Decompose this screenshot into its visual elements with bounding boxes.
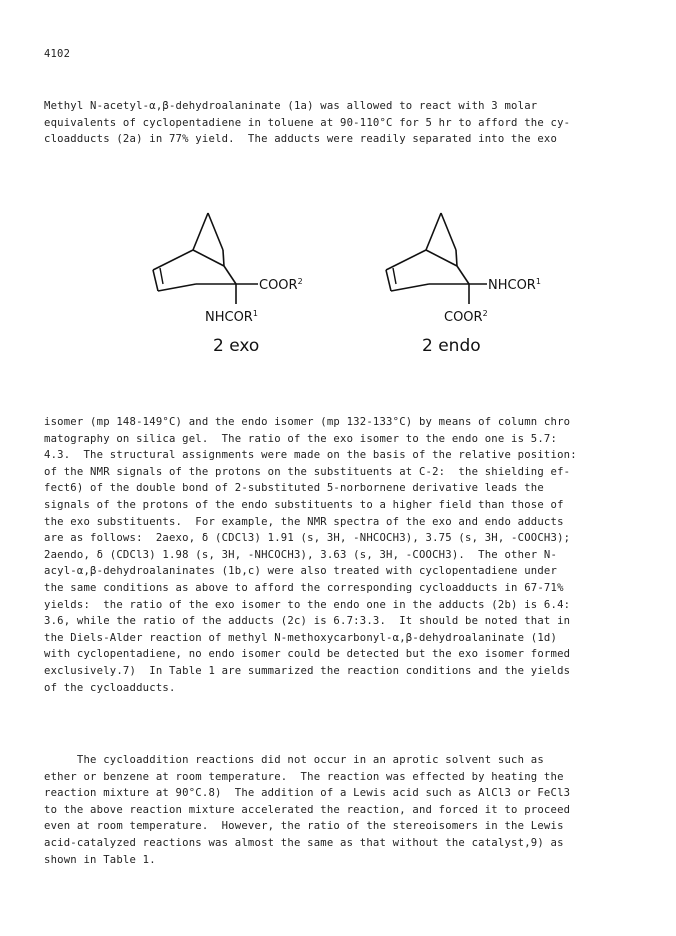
intro-paragraph (44, 98, 634, 148)
page-number: 4102 (44, 48, 71, 60)
endo-down-substituent: COOR$^2$ (444, 309, 488, 325)
structure-drawing (0, 210, 676, 360)
structure-figure (0, 210, 676, 360)
text-line: Methyl N-acetyl-α,β-dehydroalaninate (1a) was allowed to react with 3 molar (44, 100, 538, 112)
text-line: the exo substituents. For example, the NMR spectra of the exo and endo adducts (44, 515, 564, 528)
text-line: ether or benzene at room temperature. The reaction was effected by heating the (44, 770, 564, 783)
text-line: the same conditions as above to afford the corresponding cycloadducts in 67-71% (44, 581, 564, 594)
text-line: fect6) of the double bond of 2-substituted 5-norbornene derivative leads the (44, 482, 544, 495)
text-line: of the cycloadducts. (44, 681, 176, 694)
exo-right-substituent: COOR$^2$ (259, 277, 303, 293)
text-line: exclusively.7) In Table 1 are summarized the reaction conditions and the yields (44, 664, 571, 677)
text-line: 4.3. The structural assignments were made on the basis of the relative position: (44, 449, 577, 462)
text-line: the Diels-Alder reaction of methyl N-methoxycarbonyl-α,β-dehydroalaninate (1d) (44, 631, 558, 644)
text-line: The cycloaddition reactions did not occur in an aprotic solvent such as (44, 754, 544, 766)
text-line: matography on silica gel. The ratio of the exo isomer to the endo one is 5.7: (44, 432, 558, 445)
text-line: yields: the ratio of the exo isomer to the endo one in the adducts (2b) is 6.4: (44, 598, 571, 611)
endo-norbornene-skeleton (386, 213, 487, 304)
endo-label: 2 endo (422, 336, 481, 356)
text-line: to the above reaction mixture accelerated the reaction, and forced it to proceed (44, 803, 571, 816)
text-line: acyl-α,β-dehydroalaninates (1b,c) were also treated with cyclopentadiene under (44, 565, 558, 578)
text-line: reaction mixture at 90°C.8) The addition of a Lewis acid such as AlCl3 or FeCl3 (44, 787, 571, 800)
text-line: 2aendo, δ (CDCl3) 1.98 (s, 3H, -NHCOCH3), 3.63 (s, 3H, -COOCH3). The other N- (44, 548, 558, 561)
text-line: acid-catalyzed reactions was almost the same as that without the catalyst,9) as (44, 836, 564, 849)
exo-label: 2 exo (213, 336, 260, 356)
text-line: equivalents of cyclopentadiene in toluene at 90-110°C for 5 hr to afford the cy- (44, 116, 571, 129)
text-line: are as follows: 2aexo, δ (CDCl3) 1.91 (s, 3H, -NHCOCH3), 3.75 (s, 3H, -COOCH3); (44, 532, 571, 545)
body-paragraph-2 (44, 752, 634, 868)
text-line: 3.6, while the ratio of the adducts (2c) is 6.7:3.3. It should be noted that in (44, 615, 571, 628)
body-paragraph-1 (44, 414, 634, 696)
text-line: isomer (mp 148-149°C) and the endo isomer (mp 132-133°C) by means of column chro (44, 416, 571, 428)
exo-norbornene-skeleton (153, 213, 258, 304)
text-line: cloadducts (2a) in 77% yield. The adducts were readily separated into the exo (44, 133, 558, 146)
text-line: of the NMR signals of the protons on the substituents at C-2: the shielding ef- (44, 465, 571, 478)
text-line: signals of the protons of the endo substituents to a higher field than those of (44, 498, 564, 511)
text-line: with cyclopentadiene, no endo isomer could be detected but the exo isomer formed (44, 648, 571, 661)
endo-right-substituent: NHCOR$^1$ (488, 277, 541, 293)
text-line: even at room temperature. However, the ratio of the stereoisomers in the Lewis (44, 820, 564, 833)
text-line: shown in Table 1. (44, 853, 156, 866)
exo-down-substituent: NHCOR$^1$ (205, 309, 258, 325)
